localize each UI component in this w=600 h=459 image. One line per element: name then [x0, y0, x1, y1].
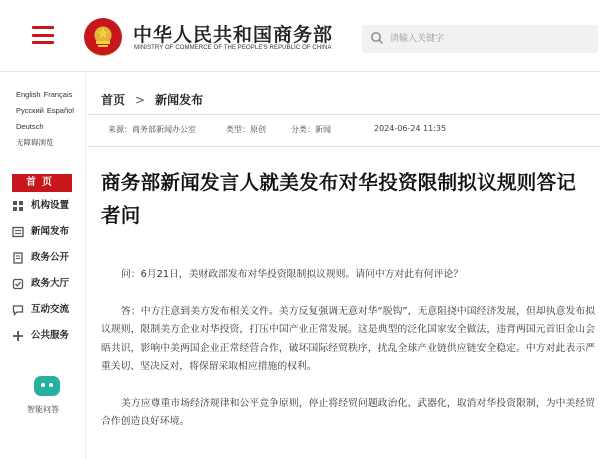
divider: [88, 146, 600, 147]
breadcrumb-separator: >: [135, 93, 146, 107]
meta-type: 类型：原创: [226, 125, 266, 134]
lang-spanish[interactable]: Español: [46, 106, 74, 115]
site-subtitle: MINISTRY OF COMMERCE OF THE PEOPLE'S REPUBLIC OF CHINA: [134, 45, 332, 51]
nav-item-public-service[interactable]: [12, 324, 78, 348]
nav-item-gov-info[interactable]: [12, 246, 78, 270]
sidebar: [0, 73, 86, 459]
chat-bot-icon[interactable]: [34, 376, 60, 396]
gov-info-icon: [12, 252, 24, 264]
article-paragraph: 美方应尊重市场经济规律和公平竞争原则，停止将经贸问题政治化、武器化，取消对华投资限制，为中美经贸合作创造良好环境。: [101, 397, 595, 427]
nav-item-service-hall[interactable]: [12, 272, 78, 296]
nav-item-news[interactable]: [12, 220, 78, 244]
breadcrumb-current[interactable]: 新闻发布: [155, 93, 204, 107]
lang-russian[interactable]: Русский: [16, 106, 44, 115]
lang-english[interactable]: English: [16, 90, 41, 99]
meta-category: 分类：新闻: [291, 125, 331, 134]
menu-icon[interactable]: [32, 26, 54, 44]
chat-label[interactable]: 智能问答: [27, 405, 59, 414]
nav-item-org[interactable]: [12, 194, 78, 218]
article-meta: [101, 124, 600, 138]
meta-datetime: 2024-06-24 11:35: [374, 124, 447, 133]
search-input[interactable]: [390, 29, 590, 49]
article-title: 商务部新闻发言人就美发布对华投资限制拟议规则答记者问: [101, 171, 577, 227]
national-emblem-icon: [84, 18, 122, 56]
news-icon: [12, 226, 24, 238]
nav-item-label: 公共服务: [31, 330, 70, 341]
public-service-icon: [12, 330, 24, 342]
breadcrumb-home[interactable]: 首页: [101, 93, 126, 107]
nav-item-label: 新闻发布: [31, 226, 70, 237]
nav-home[interactable]: 首页: [12, 174, 72, 192]
nav-item-interaction[interactable]: [12, 298, 78, 322]
search-box: [362, 25, 598, 53]
main-nav: [12, 174, 78, 348]
lang-german[interactable]: Deutsch: [16, 122, 44, 131]
org-chart-icon: [12, 200, 24, 212]
language-links: [16, 87, 86, 151]
service-hall-icon: [12, 278, 24, 290]
accessibility-link[interactable]: 无障碍浏览: [16, 138, 54, 147]
nav-item-label: 机构设置: [31, 200, 70, 211]
article-body: [101, 266, 595, 450]
nav-item-label: 政务公开: [31, 252, 70, 263]
search-icon[interactable]: [370, 31, 384, 45]
nav-item-label: 政务大厅: [31, 278, 70, 289]
breadcrumb: [101, 91, 203, 108]
meta-source: 来源：商务部新闻办公室: [108, 125, 196, 134]
article-paragraph: 问：6月21日，美财政部发布对华投资限制拟议规则。请问中方对此有何评论？: [121, 269, 463, 280]
article-paragraph: 答：中方注意到美方发布相关文件。美方反复强调无意对华“脱钩”，无意阻挠中国经济发展，但却执意发布拟议规则，限制美方企业对华投资，打压中国产业正常发展。这是典型的泛化国家安全做法，违背两国元首旧金山会晤共识，影响中美两国企业正常经营合作，破坏国际经贸秩序，扰乱全球产业链供应链安全稳定。中方对此表示严重关切、坚决反对，将保留采取相应措施的权利。: [101, 305, 595, 372]
site-header: [0, 0, 600, 72]
lang-french[interactable]: Français: [43, 90, 73, 99]
nav-item-label: 互动交流: [31, 304, 70, 315]
divider: [88, 114, 600, 115]
site-title: 中华人民共和国商务部: [133, 24, 334, 46]
interaction-icon: [12, 304, 24, 316]
